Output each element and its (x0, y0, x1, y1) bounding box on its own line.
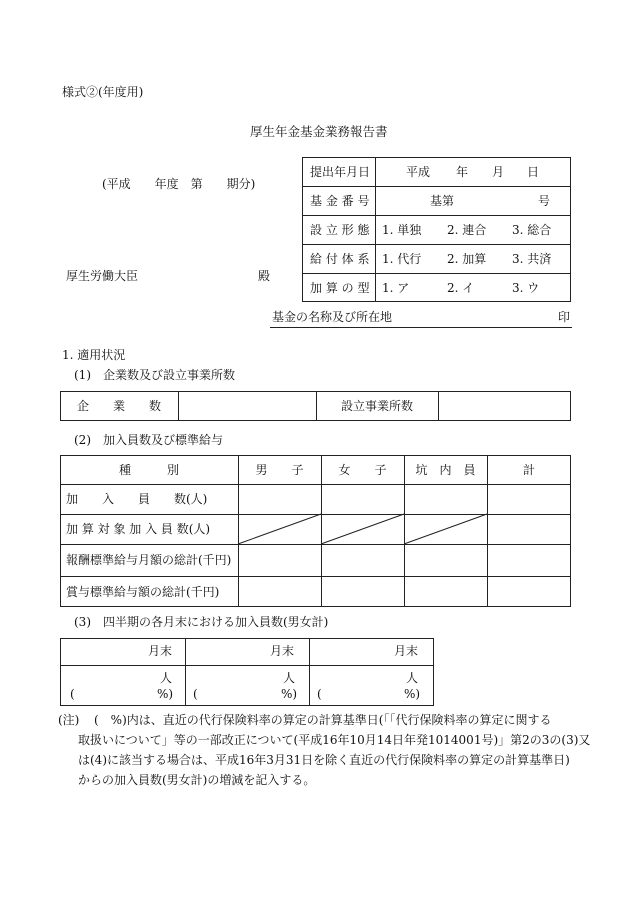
option-mutual: 3. 共済 (512, 251, 552, 266)
option-u: 3. ウ (512, 280, 540, 295)
pct-open-1: ( (70, 687, 75, 701)
companies-label: 企 業 数 (76, 399, 161, 413)
quarterly-col-line (309, 638, 310, 706)
header-miners: 坑 内 員 (415, 462, 476, 477)
note-prefix: (注) (58, 713, 80, 727)
month-end-3: 月末 (394, 644, 419, 658)
month-end-2: 月末 (270, 644, 295, 658)
option-substitute: 1. 代行 (382, 251, 422, 266)
row-label-monthly-salary: 報酬標準給与月額の総計(千円) (66, 553, 232, 567)
companies-value[interactable] (178, 391, 316, 421)
info-label-fund-number: 基 金 番 号 (310, 193, 370, 208)
date-month-unit: 月 (492, 164, 505, 179)
quarterly-table (60, 638, 434, 706)
info-table-divider (375, 157, 376, 302)
fund-number-suffix: 号 (538, 193, 551, 208)
month-end-1: 月末 (148, 644, 173, 658)
row-label-members: 加 入 員 数(人) (66, 492, 208, 506)
unit-persons-3: 人 (406, 671, 419, 685)
seal-mark: 印 (558, 310, 571, 324)
row-label-bonus: 賞与標準給与額の総計(千円) (66, 584, 220, 599)
option-a: 1. ア (382, 280, 410, 295)
fund-name-underline (270, 327, 572, 328)
pct-open-3: ( (317, 687, 322, 701)
note-line-2: 取扱いについて」等の一部改正について(平成16年10月14日年発1014001号)」第2の3の(3)又 (78, 733, 591, 747)
addressee: 厚生労働大臣 (66, 269, 139, 283)
honorific: 殿 (258, 269, 271, 283)
info-label-addition-type: 加 算 の 型 (310, 280, 370, 295)
subsection-1-heading: (1) 企業数及び設立事業所数 (74, 368, 235, 382)
info-label-submission-date: 提出年月日 (310, 164, 371, 179)
note-line-4: からの加入員数(男女計)の増減を記入する。 (78, 773, 316, 787)
offices-value[interactable] (438, 391, 571, 421)
option-single: 1. 単独 (382, 222, 422, 237)
section-heading: 1. 適用状況 (62, 348, 126, 362)
offices-label: 設立事業所数 (340, 399, 413, 413)
option-i: 2. イ (447, 280, 475, 295)
form-label: 様式②(年度用) (62, 85, 144, 99)
period-text: (平成 年度 第 期分) (102, 177, 256, 191)
fund-name-label: 基金の名称及び所在地 (272, 310, 393, 324)
pct-close-1: %) (157, 687, 174, 701)
option-addition: 2. 加算 (447, 251, 487, 266)
unit-persons-1: 人 (160, 671, 173, 685)
header-total: 計 (522, 462, 535, 477)
option-general: 3. 総合 (512, 222, 552, 237)
option-joint: 2. 連合 (447, 222, 487, 237)
pct-close-2: %) (281, 687, 298, 701)
note-line-3: は(4)に該当する場合は、平成16年3月31日を除く直近の代行保険料率の算定の計算基準日) (78, 753, 570, 767)
date-year-unit: 年 (456, 164, 469, 179)
subsection-3-heading: (3) 四半期の各月末における加入員数(男女計) (74, 615, 329, 629)
header-category: 種 別 (118, 462, 179, 477)
info-label-benefit-system: 給 付 体 系 (310, 251, 370, 266)
date-day-unit: 日 (527, 164, 540, 179)
document-title: 厚生年金基金業務報告書 (250, 124, 388, 139)
date-era: 平成 (406, 164, 431, 179)
note-line-1: ( %)内は、直近の代行保険料率の算定の計算基準日(「「代行保険料率の算定に関する (94, 713, 552, 727)
fund-number-prefix: 基第 (430, 193, 455, 208)
quarterly-row-line (60, 665, 434, 666)
header-male: 男 子 (255, 462, 304, 477)
subsection-2-heading: (2) 加入員数及び標準給与 (74, 433, 223, 447)
quarterly-col-line (185, 638, 186, 706)
row-label-addition-members: 加 算 対 象 加 入 員 数(人) (66, 522, 211, 536)
unit-persons-2: 人 (283, 671, 296, 685)
info-label-establishment-type: 設 立 形 態 (310, 222, 370, 237)
header-female: 女 子 (338, 462, 387, 477)
pct-close-3: %) (404, 687, 421, 701)
pct-open-2: ( (193, 687, 198, 701)
